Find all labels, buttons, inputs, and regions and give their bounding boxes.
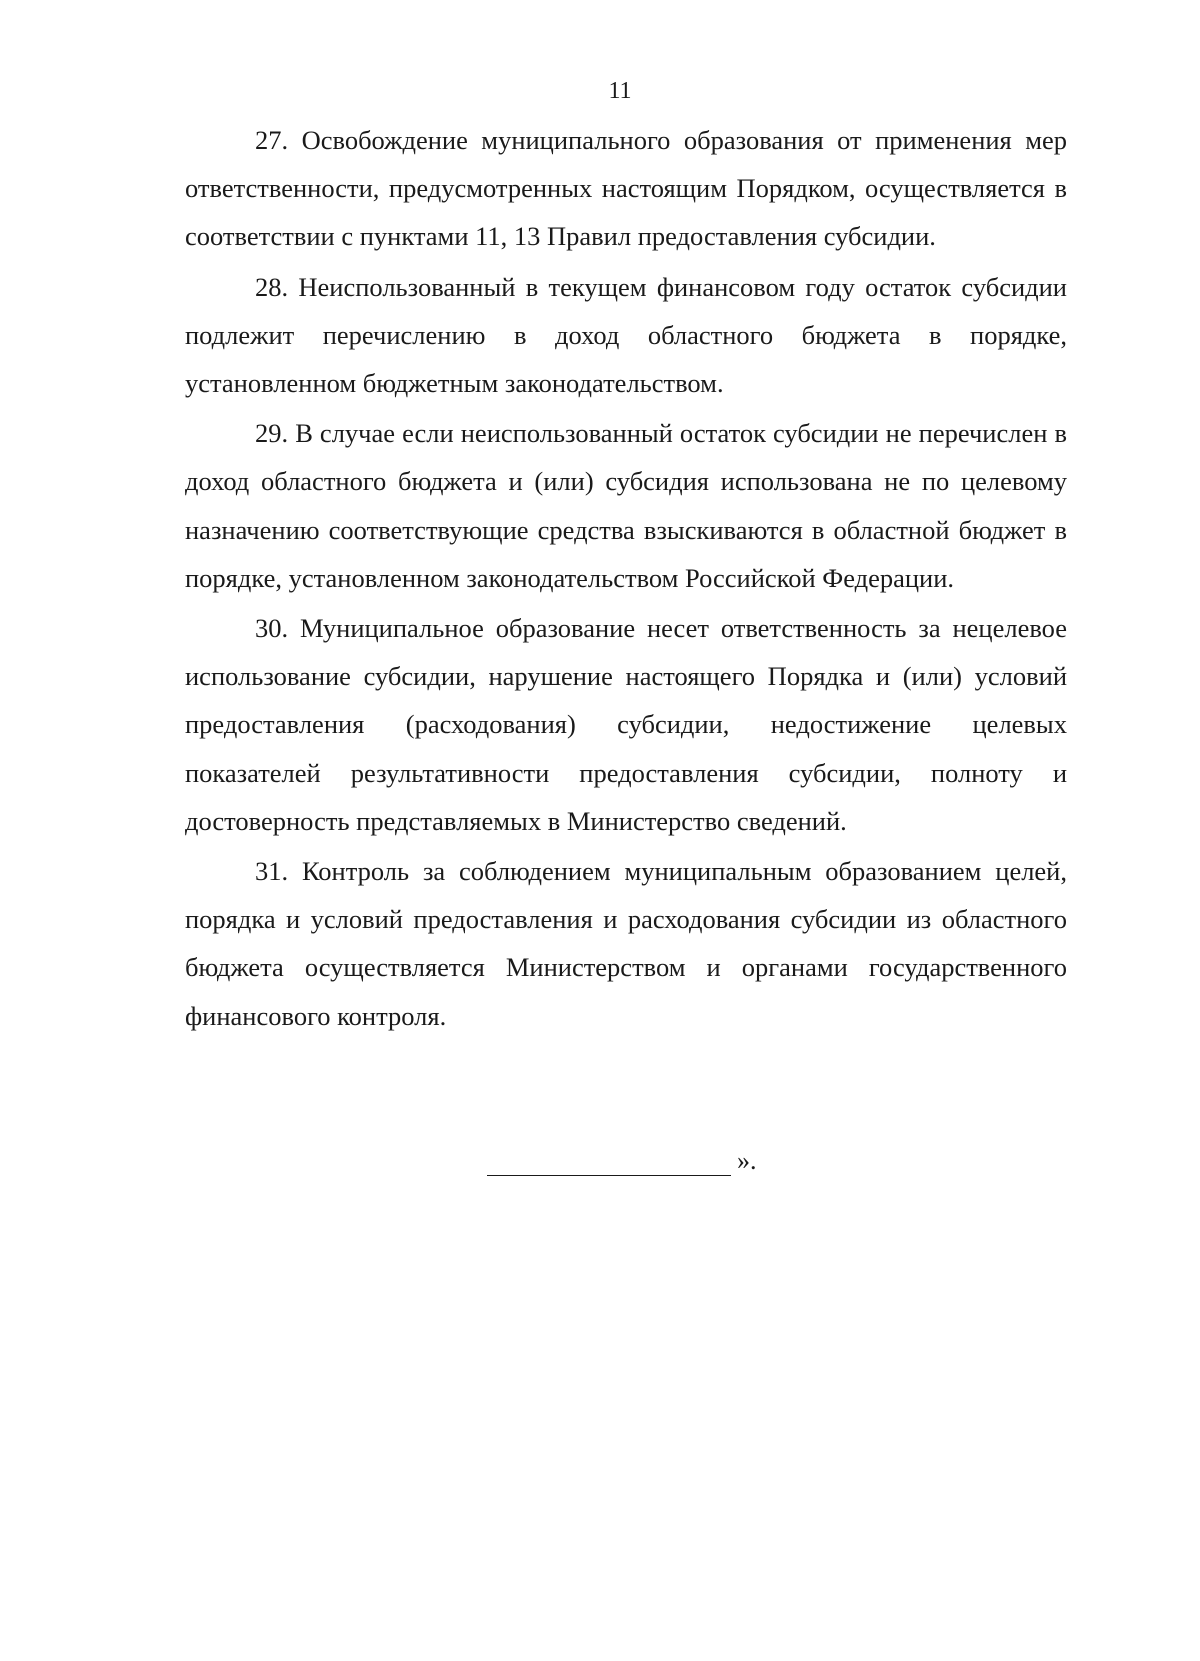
paragraph-29: 29. В случае если неиспользованный остаток субсидии не перечислен в доход областного бюджета и (или) субсидия использована не по целевому назначению соответствующие средства взыскиваются в областной бюджет в порядке, установленном законодательством Российской Федерации. <box>185 418 1067 593</box>
closing-quote-mark: ». <box>737 1146 757 1175</box>
paragraph-30: 30. Муниципальное образование несет ответственность за нецелевое использование субсидии, нарушение настоящего Порядка и (или) условий предоставления (расходования) субсидии, недостижение целевых показателей результативности предоставления субсидии, полноту и достоверность представляемых в Министерство сведений. <box>185 613 1067 836</box>
paragraph-31: 31. Контроль за соблюдением муниципальным образованием целей, порядка и условий предоставления и расходования субсидии из областного бюджета осуществляется Министерством и органами государственного финансового контроля. <box>185 856 1067 1031</box>
page-number: 11 <box>608 78 632 104</box>
document-body <box>185 116 1067 1042</box>
closing-separator <box>487 1146 757 1176</box>
paragraph-28: 28. Неиспользованный в текущем финансовом году остаток субсидии подлежит перечислению в доход областного бюджета в порядке, установленном бюджетным законодательством. <box>185 271 1067 399</box>
paragraph-27: 27. Освобождение муниципального образования от применения мер ответственности, предусмотренных настоящим Порядком, осуществляется в соответствии с пунктами 11, 13 Правил предоставления субсидии. <box>185 125 1067 252</box>
separator-line <box>487 1151 731 1176</box>
